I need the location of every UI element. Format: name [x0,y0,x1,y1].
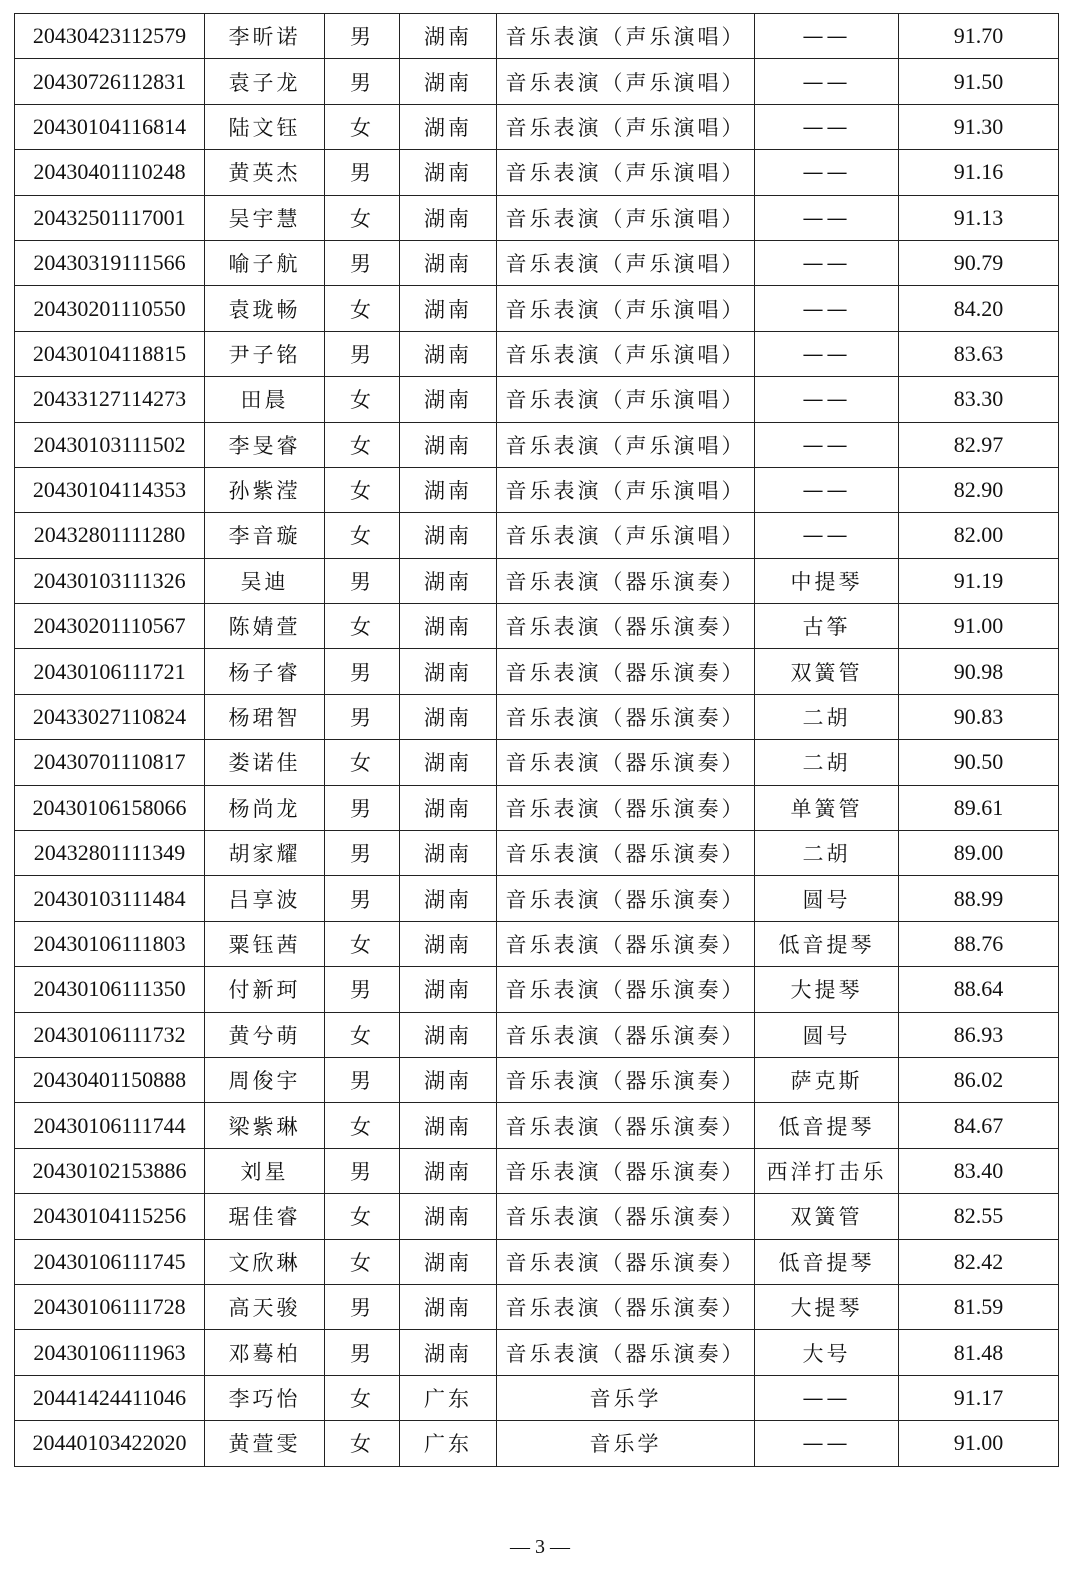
instrument-cell: —— [755,1375,899,1420]
name-cell: 田晨 [205,377,325,422]
table-row [15,876,1059,921]
province-cell: 湖南 [400,422,497,467]
score-cell: 88.99 [899,876,1059,921]
table-row [15,1148,1059,1193]
major-cell: 音乐表演（器乐演奏） [497,1239,755,1284]
major-cell: 音乐学 [497,1375,755,1420]
name-cell: 周俊宇 [205,1057,325,1102]
score-cell: 83.30 [899,377,1059,422]
instrument-cell: —— [755,422,899,467]
instrument-cell: 圆号 [755,876,899,921]
instrument-cell: —— [755,467,899,512]
major-cell: 音乐表演（声乐演唱） [497,422,755,467]
name-cell: 高天骏 [205,1284,325,1329]
province-cell: 湖南 [400,1330,497,1375]
province-cell: 湖南 [400,331,497,376]
instrument-cell: —— [755,1421,899,1466]
name-cell: 袁子龙 [205,59,325,104]
table-row [15,1012,1059,1057]
instrument-cell: 萨克斯 [755,1057,899,1102]
score-cell: 82.00 [899,513,1059,558]
name-cell: 吴迪 [205,558,325,603]
exam-number-cell: 20430201110567 [15,604,205,649]
name-cell: 喻子航 [205,240,325,285]
table-row [15,150,1059,195]
instrument-cell: 双簧管 [755,649,899,694]
gender-cell: 女 [325,195,400,240]
gender-cell: 女 [325,377,400,422]
province-cell: 湖南 [400,1057,497,1102]
table-row [15,467,1059,512]
name-cell: 琚佳睿 [205,1194,325,1239]
gender-cell: 女 [325,1194,400,1239]
table-row [15,785,1059,830]
instrument-cell: 二胡 [755,694,899,739]
province-cell: 湖南 [400,377,497,422]
name-cell: 粟钰茜 [205,921,325,966]
exam-number-cell: 20430319111566 [15,240,205,285]
score-cell: 91.00 [899,1421,1059,1466]
exam-number-cell: 20433127114273 [15,377,205,422]
score-cell: 90.83 [899,694,1059,739]
name-cell: 文欣琳 [205,1239,325,1284]
name-cell: 孙紫滢 [205,467,325,512]
name-cell: 杨子睿 [205,649,325,694]
gender-cell: 女 [325,1375,400,1420]
score-cell: 82.42 [899,1239,1059,1284]
province-cell: 湖南 [400,104,497,149]
major-cell: 音乐表演（器乐演奏） [497,1057,755,1102]
exam-number-cell: 20430201110550 [15,286,205,331]
instrument-cell: 西洋打击乐 [755,1148,899,1193]
exam-number-cell: 20430106158066 [15,785,205,830]
gender-cell: 女 [325,513,400,558]
name-cell: 黄萱雯 [205,1421,325,1466]
name-cell: 刘星 [205,1148,325,1193]
table-row [15,59,1059,104]
table-row [15,1421,1059,1466]
exam-number-cell: 20430401150888 [15,1057,205,1102]
name-cell: 黄英杰 [205,150,325,195]
major-cell: 音乐表演（器乐演奏） [497,1012,755,1057]
major-cell: 音乐表演（器乐演奏） [497,649,755,694]
name-cell: 陈婧萱 [205,604,325,649]
exam-number-cell: 20430106111744 [15,1103,205,1148]
province-cell: 湖南 [400,1012,497,1057]
instrument-cell: 二胡 [755,831,899,876]
major-cell: 音乐表演（器乐演奏） [497,1148,755,1193]
major-cell: 音乐表演（声乐演唱） [497,286,755,331]
gender-cell: 男 [325,558,400,603]
table-row [15,1330,1059,1375]
name-cell: 李旻睿 [205,422,325,467]
major-cell: 音乐表演（声乐演唱） [497,240,755,285]
name-cell: 李音璇 [205,513,325,558]
name-cell: 吕享波 [205,876,325,921]
gender-cell: 女 [325,1239,400,1284]
exam-number-cell: 20430104116814 [15,104,205,149]
province-cell: 湖南 [400,513,497,558]
instrument-cell: 二胡 [755,740,899,785]
score-cell: 90.50 [899,740,1059,785]
instrument-cell: 低音提琴 [755,1103,899,1148]
province-cell: 湖南 [400,967,497,1012]
province-cell: 湖南 [400,467,497,512]
score-cell: 81.59 [899,1284,1059,1329]
name-cell: 陆文钰 [205,104,325,149]
name-cell: 杨尚龙 [205,785,325,830]
score-cell: 89.61 [899,785,1059,830]
instrument-cell: 大提琴 [755,967,899,1012]
table-row [15,831,1059,876]
name-cell: 付新珂 [205,967,325,1012]
score-cell: 91.19 [899,558,1059,603]
major-cell: 音乐表演（声乐演唱） [497,14,755,59]
province-cell: 湖南 [400,195,497,240]
instrument-cell: —— [755,513,899,558]
major-cell: 音乐表演（器乐演奏） [497,604,755,649]
name-cell: 梁紫琳 [205,1103,325,1148]
table-row [15,331,1059,376]
table-row [15,1375,1059,1420]
exam-number-cell: 20430106111721 [15,649,205,694]
instrument-cell: 低音提琴 [755,921,899,966]
table-body [15,14,1059,1467]
instrument-cell: 古筝 [755,604,899,649]
instrument-cell: —— [755,331,899,376]
gender-cell: 男 [325,876,400,921]
province-cell: 广东 [400,1421,497,1466]
table-row [15,195,1059,240]
instrument-cell: 低音提琴 [755,1239,899,1284]
province-cell: 湖南 [400,876,497,921]
gender-cell: 男 [325,967,400,1012]
score-cell: 91.30 [899,104,1059,149]
instrument-cell: 大号 [755,1330,899,1375]
exam-number-cell: 20432501117001 [15,195,205,240]
exam-number-cell: 20432801111349 [15,831,205,876]
gender-cell: 男 [325,14,400,59]
table-row [15,286,1059,331]
table-row [15,377,1059,422]
exam-number-cell: 20430423112579 [15,14,205,59]
exam-number-cell: 20430106111963 [15,1330,205,1375]
exam-number-cell: 20441424411046 [15,1375,205,1420]
score-cell: 83.63 [899,331,1059,376]
instrument-cell: —— [755,377,899,422]
instrument-cell: —— [755,240,899,285]
province-cell: 湖南 [400,1148,497,1193]
name-cell: 李昕诺 [205,14,325,59]
exam-number-cell: 20430106111745 [15,1239,205,1284]
major-cell: 音乐表演（器乐演奏） [497,1284,755,1329]
exam-number-cell: 20430106111803 [15,921,205,966]
gender-cell: 男 [325,150,400,195]
gender-cell: 男 [325,1057,400,1102]
major-cell: 音乐表演（声乐演唱） [497,513,755,558]
name-cell: 李巧怡 [205,1375,325,1420]
province-cell: 湖南 [400,558,497,603]
exam-number-cell: 20430106111350 [15,967,205,1012]
province-cell: 湖南 [400,649,497,694]
province-cell: 湖南 [400,1239,497,1284]
major-cell: 音乐表演（器乐演奏） [497,558,755,603]
table-row [15,1194,1059,1239]
exam-number-cell: 20430701110817 [15,740,205,785]
table-row [15,513,1059,558]
score-cell: 91.13 [899,195,1059,240]
score-cell: 89.00 [899,831,1059,876]
name-cell: 杨珺智 [205,694,325,739]
score-cell: 90.98 [899,649,1059,694]
instrument-cell: 单簧管 [755,785,899,830]
name-cell: 娄诺佳 [205,740,325,785]
gender-cell: 女 [325,1012,400,1057]
gender-cell: 男 [325,240,400,285]
gender-cell: 男 [325,694,400,739]
gender-cell: 女 [325,921,400,966]
exam-number-cell: 20430103111502 [15,422,205,467]
table-row [15,694,1059,739]
province-cell: 湖南 [400,1194,497,1239]
exam-number-cell: 20430726112831 [15,59,205,104]
score-cell: 81.48 [899,1330,1059,1375]
gender-cell: 男 [325,649,400,694]
table-row [15,1239,1059,1284]
gender-cell: 女 [325,604,400,649]
major-cell: 音乐表演（器乐演奏） [497,785,755,830]
score-cell: 91.50 [899,59,1059,104]
province-cell: 湖南 [400,694,497,739]
table-row [15,604,1059,649]
gender-cell: 男 [325,1284,400,1329]
score-cell: 91.16 [899,150,1059,195]
gender-cell: 男 [325,785,400,830]
province-cell: 湖南 [400,740,497,785]
score-cell: 90.79 [899,240,1059,285]
major-cell: 音乐表演（器乐演奏） [497,831,755,876]
exam-number-cell: 20430104114353 [15,467,205,512]
score-cell: 91.17 [899,1375,1059,1420]
major-cell: 音乐学 [497,1421,755,1466]
name-cell: 吴宇慧 [205,195,325,240]
exam-number-cell: 20430103111484 [15,876,205,921]
province-cell: 湖南 [400,785,497,830]
admission-results-table [14,13,1059,1467]
province-cell: 湖南 [400,831,497,876]
gender-cell: 女 [325,104,400,149]
province-cell: 湖南 [400,240,497,285]
province-cell: 湖南 [400,150,497,195]
gender-cell: 女 [325,467,400,512]
exam-number-cell: 20433027110824 [15,694,205,739]
gender-cell: 女 [325,286,400,331]
province-cell: 湖南 [400,604,497,649]
major-cell: 音乐表演（声乐演唱） [497,331,755,376]
major-cell: 音乐表演（声乐演唱） [497,467,755,512]
score-cell: 84.20 [899,286,1059,331]
instrument-cell: —— [755,14,899,59]
table-row [15,558,1059,603]
name-cell: 黄兮萌 [205,1012,325,1057]
province-cell: 湖南 [400,59,497,104]
admission-results-table-container [14,13,1058,1467]
instrument-cell: 圆号 [755,1012,899,1057]
table-row [15,240,1059,285]
province-cell: 湖南 [400,286,497,331]
province-cell: 湖南 [400,14,497,59]
table-row [15,740,1059,785]
score-cell: 86.93 [899,1012,1059,1057]
major-cell: 音乐表演（器乐演奏） [497,1194,755,1239]
gender-cell: 男 [325,1148,400,1193]
major-cell: 音乐表演（器乐演奏） [497,740,755,785]
major-cell: 音乐表演（声乐演唱） [497,377,755,422]
major-cell: 音乐表演（器乐演奏） [497,967,755,1012]
province-cell: 湖南 [400,1103,497,1148]
exam-number-cell: 20430103111326 [15,558,205,603]
score-cell: 88.64 [899,967,1059,1012]
table-row [15,422,1059,467]
major-cell: 音乐表演（器乐演奏） [497,1103,755,1148]
instrument-cell: —— [755,286,899,331]
major-cell: 音乐表演（器乐演奏） [497,1330,755,1375]
exam-number-cell: 20430104118815 [15,331,205,376]
major-cell: 音乐表演（器乐演奏） [497,694,755,739]
score-cell: 91.00 [899,604,1059,649]
name-cell: 袁珑畅 [205,286,325,331]
gender-cell: 男 [325,331,400,376]
exam-number-cell: 20430102153886 [15,1148,205,1193]
instrument-cell: —— [755,150,899,195]
instrument-cell: —— [755,104,899,149]
score-cell: 91.70 [899,14,1059,59]
table-row [15,1057,1059,1102]
major-cell: 音乐表演（声乐演唱） [497,104,755,149]
major-cell: 音乐表演（声乐演唱） [497,150,755,195]
score-cell: 83.40 [899,1148,1059,1193]
exam-number-cell: 20440103422020 [15,1421,205,1466]
exam-number-cell: 20432801111280 [15,513,205,558]
instrument-cell: 中提琴 [755,558,899,603]
exam-number-cell: 20430106111732 [15,1012,205,1057]
gender-cell: 女 [325,422,400,467]
province-cell: 湖南 [400,1284,497,1329]
instrument-cell: —— [755,59,899,104]
name-cell: 邓蓦柏 [205,1330,325,1375]
table-row [15,14,1059,59]
score-cell: 82.55 [899,1194,1059,1239]
major-cell: 音乐表演（声乐演唱） [497,59,755,104]
major-cell: 音乐表演（器乐演奏） [497,921,755,966]
score-cell: 88.76 [899,921,1059,966]
table-row [15,967,1059,1012]
gender-cell: 男 [325,831,400,876]
exam-number-cell: 20430106111728 [15,1284,205,1329]
gender-cell: 女 [325,1421,400,1466]
table-row [15,649,1059,694]
gender-cell: 男 [325,1330,400,1375]
table-row [15,104,1059,149]
exam-number-cell: 20430104115256 [15,1194,205,1239]
score-cell: 82.97 [899,422,1059,467]
gender-cell: 女 [325,1103,400,1148]
table-row [15,1284,1059,1329]
name-cell: 尹子铭 [205,331,325,376]
score-cell: 82.90 [899,467,1059,512]
exam-number-cell: 20430401110248 [15,150,205,195]
instrument-cell: 大提琴 [755,1284,899,1329]
province-cell: 广东 [400,1375,497,1420]
table-row [15,1103,1059,1148]
score-cell: 84.67 [899,1103,1059,1148]
score-cell: 86.02 [899,1057,1059,1102]
province-cell: 湖南 [400,921,497,966]
major-cell: 音乐表演（器乐演奏） [497,876,755,921]
instrument-cell: —— [755,195,899,240]
gender-cell: 男 [325,59,400,104]
instrument-cell: 双簧管 [755,1194,899,1239]
gender-cell: 女 [325,740,400,785]
page-number: — 3 — [510,1536,570,1558]
table-row [15,921,1059,966]
name-cell: 胡家耀 [205,831,325,876]
major-cell: 音乐表演（声乐演唱） [497,195,755,240]
